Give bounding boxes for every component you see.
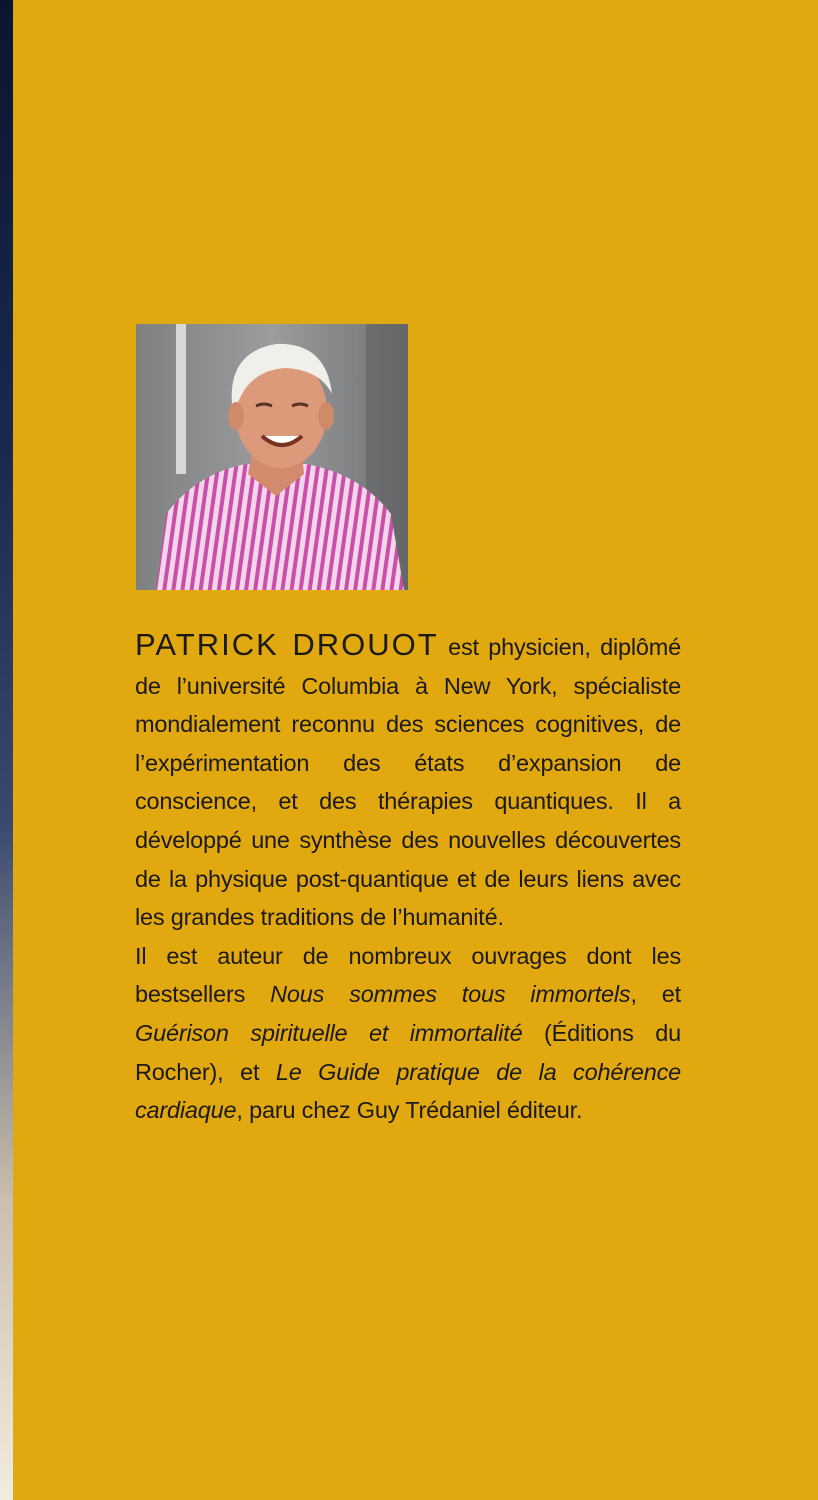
book-title: Guérison spirituelle et immortalité <box>135 1019 523 1046</box>
bio-paragraph-2 <box>135 937 681 1130</box>
bio-text: Il est auteur de nombreux ouvrages dont les bestsellers <box>135 942 681 1008</box>
bio-text: , paru chez Guy Trédaniel éditeur. <box>236 1097 583 1124</box>
author-name: PATRICK DROUOT <box>135 627 439 662</box>
bio-paragraph-1 <box>135 626 681 937</box>
bio-paragraph-1-text: est physicien, diplômé de l’université Columbia à New York, spécialiste mondialement reconnu des sciences cognitives, de l’expérimentation des états d’expansion de conscience, et des thérapies quantiques. Il a développé une synthèse des nouvelles découvertes de la physique post-quantique et de leurs liens avec les grandes traditions de l’humanité. <box>135 634 681 931</box>
book-title: Le Guide pratique de la cohérence cardiaque <box>135 1058 681 1124</box>
bio-text: (Éditions du Rocher), et <box>135 1019 681 1085</box>
book-title: Nous sommes tous immortels <box>270 981 631 1008</box>
author-photo <box>136 324 408 590</box>
bio-text: , et <box>630 981 682 1008</box>
cover-spine-edge <box>0 0 13 1500</box>
author-biography <box>135 626 681 1130</box>
